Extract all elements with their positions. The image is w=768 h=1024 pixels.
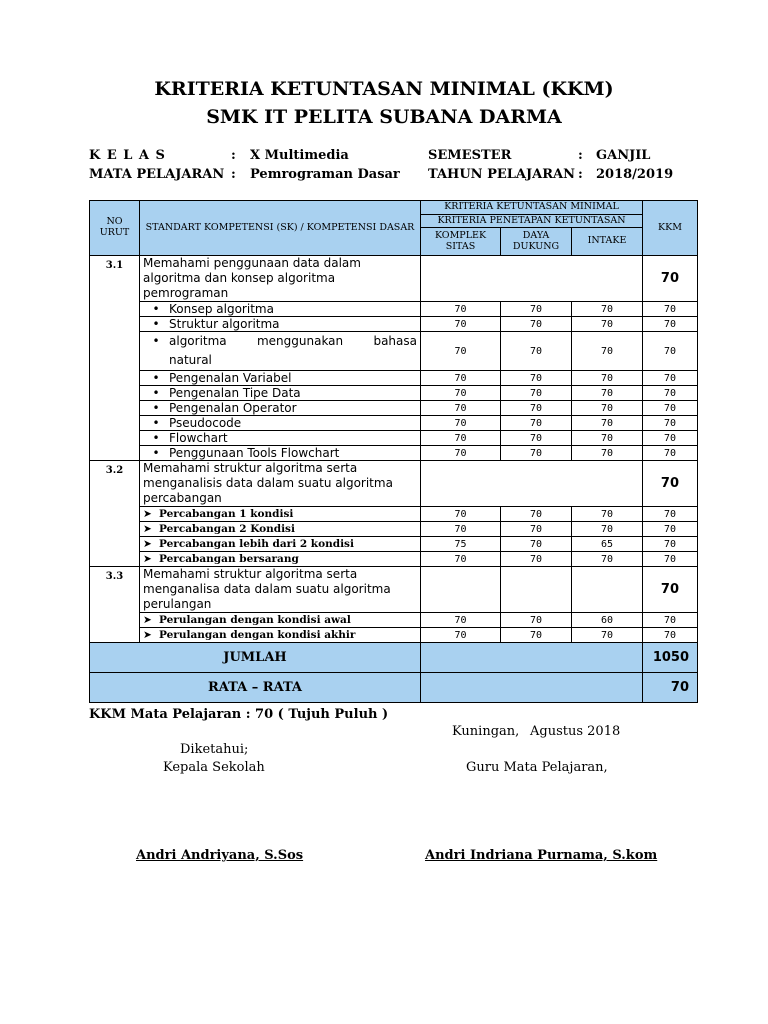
document-title: KRITERIA KETUNTASAN MINIMAL (KKM) xyxy=(154,78,614,100)
place-date: Agustus 2018 xyxy=(530,724,621,739)
kkm-value: 70 xyxy=(643,446,698,461)
kkm-value: 70 xyxy=(643,613,698,628)
kkm-value: 70 xyxy=(643,431,698,446)
daya-dukung-value: 70 xyxy=(501,317,572,332)
header-penetapan: KRITERIA PENETAPAN KETUNTASAN xyxy=(421,215,643,228)
header-daya-dukung: DAYA DUKUNG xyxy=(501,228,572,256)
topic-label: Perulangan dengan kondisi akhir xyxy=(159,629,356,641)
header-sk: STANDART KOMPETENSI (SK) / KOMPETENSI DASAR xyxy=(140,201,421,256)
guru-label: Guru Mata Pelajaran, xyxy=(466,760,608,775)
table-row: • Pengenalan Variabel 70 70 70 70 xyxy=(90,371,698,386)
topic-label: Pengenalan Tipe Data xyxy=(169,386,301,400)
section-row xyxy=(90,567,698,613)
section-title: Memahami struktur algoritma serta menganalisa data dalam suatu algoritma perulangan xyxy=(140,567,421,613)
section-row xyxy=(90,256,698,302)
kkm-value: 70 xyxy=(643,371,698,386)
daya-dukung-value: 70 xyxy=(501,552,572,567)
topic-label: Percabangan 1 kondisi xyxy=(159,508,294,520)
kkm-value: 70 xyxy=(643,317,698,332)
kompleksitas-value: 70 xyxy=(421,317,501,332)
topic-label-part: algoritma xyxy=(169,334,227,348)
jumlah-row xyxy=(90,643,698,673)
tahun-colon: : xyxy=(578,167,583,182)
topic-label-part: bahasa xyxy=(373,334,417,348)
kelas-value: X Multimedia xyxy=(250,148,349,163)
table-row: ➤ Perulangan dengan kondisi awal 70 70 60 70 xyxy=(90,613,698,628)
tahun-value: 2018/2019 xyxy=(596,167,674,182)
intake-value: 70 xyxy=(572,416,643,431)
intake-value: 70 xyxy=(572,332,643,371)
kkm-value: 70 xyxy=(643,552,698,567)
daya-dukung-value: 70 xyxy=(501,332,572,371)
kkm-value: 70 xyxy=(643,522,698,537)
kkm-value: 70 xyxy=(643,332,698,371)
kompleksitas-value: 70 xyxy=(421,552,501,567)
intake-value: 60 xyxy=(572,613,643,628)
topic-label-part: menggunakan xyxy=(256,334,344,348)
topic-label: Percabangan 2 Kondisi xyxy=(159,523,295,535)
rata-label: RATA – RATA xyxy=(90,673,421,703)
table-row: • Struktur algoritma 70 70 70 70 xyxy=(90,317,698,332)
mapel-value: Pemrograman Dasar xyxy=(250,167,400,182)
daya-dukung-value: 70 xyxy=(501,537,572,552)
section-kkm: 70 xyxy=(643,256,698,302)
mapel-label: MATA PELAJARAN xyxy=(89,167,225,182)
topic-label: Pseudocode xyxy=(169,416,242,430)
intake-value: 70 xyxy=(572,552,643,567)
topic-label: Konsep algoritma xyxy=(169,302,274,316)
intake-value: 70 xyxy=(572,386,643,401)
kompleksitas-value: 70 xyxy=(421,613,501,628)
topic-label: Flowchart xyxy=(169,431,228,445)
kompleksitas-value: 70 xyxy=(421,416,501,431)
section-row xyxy=(90,461,698,507)
kompleksitas-value: 70 xyxy=(421,446,501,461)
mapel-colon: : xyxy=(231,167,236,182)
table-row: ➤ Perulangan dengan kondisi akhir 70 70 70 70 xyxy=(90,628,698,643)
kkm-value: 70 xyxy=(643,401,698,416)
kompleksitas-value: 70 xyxy=(421,507,501,522)
kelas-label: K E L A S xyxy=(89,148,166,163)
kkm-value: 70 xyxy=(643,302,698,317)
topic-label: Pengenalan Operator xyxy=(169,401,297,415)
header-kkm: KKM xyxy=(643,201,698,256)
kkm-value: 70 xyxy=(643,537,698,552)
kompleksitas-value: 70 xyxy=(421,431,501,446)
intake-value: 70 xyxy=(572,431,643,446)
topic-label: Struktur algoritma xyxy=(169,317,280,331)
table-row: • Pengenalan Tipe Data 70 70 70 70 xyxy=(90,386,698,401)
daya-dukung-value: 70 xyxy=(501,507,572,522)
topic-label: Percabangan bersarang xyxy=(159,553,299,565)
kkm-table xyxy=(89,200,698,703)
topic-label: Perulangan dengan kondisi awal xyxy=(159,614,351,626)
header-kkm-group: KRITERIA KETUNTASAN MINIMAL xyxy=(421,201,643,215)
semester-value: GANJIL xyxy=(596,148,651,163)
table-row: ➤ Percabangan 1 kondisi 70 70 70 70 xyxy=(90,507,698,522)
kompleksitas-value: 70 xyxy=(421,332,501,371)
intake-value: 70 xyxy=(572,628,643,643)
kompleksitas-value: 70 xyxy=(421,522,501,537)
section-kkm: 70 xyxy=(643,461,698,507)
kompleksitas-value: 75 xyxy=(421,537,501,552)
intake-value: 70 xyxy=(572,446,643,461)
kkm-mapel-note: KKM Mata Pelajaran : 70 ( Tujuh Puluh ) xyxy=(89,707,389,722)
header-no: NO URUT xyxy=(90,201,140,256)
intake-value: 70 xyxy=(572,317,643,332)
tahun-label: TAHUN PELAJARAN xyxy=(428,167,575,182)
intake-value: 70 xyxy=(572,371,643,386)
rata-row xyxy=(90,673,698,703)
daya-dukung-value: 70 xyxy=(501,371,572,386)
kompleksitas-value: 70 xyxy=(421,371,501,386)
kompleksitas-value: 70 xyxy=(421,401,501,416)
kkm-value: 70 xyxy=(643,507,698,522)
topic-label: Penggunaan Tools Flowchart xyxy=(169,446,340,460)
header-intake: INTAKE xyxy=(572,228,643,256)
daya-dukung-value: 70 xyxy=(501,613,572,628)
topic-label: Pengenalan Variabel xyxy=(169,371,292,385)
kkm-value: 70 xyxy=(643,416,698,431)
guru-signature-name: Andri Indriana Purnama, S.kom xyxy=(425,848,658,863)
intake-value: 70 xyxy=(572,401,643,416)
table-row: • Pseudocode 70 70 70 70 xyxy=(90,416,698,431)
kompleksitas-value: 70 xyxy=(421,628,501,643)
intake-value: 70 xyxy=(572,507,643,522)
kepala-signature-name: Andri Andriyana, S.Sos xyxy=(136,848,304,863)
topic-label: Percabangan lebih dari 2 kondisi xyxy=(159,538,354,550)
daya-dukung-value: 70 xyxy=(501,522,572,537)
semester-colon: : xyxy=(578,148,583,163)
daya-dukung-value: 70 xyxy=(501,446,572,461)
kompleksitas-value: 70 xyxy=(421,386,501,401)
section-kkm: 70 xyxy=(643,567,698,613)
school-name: SMK IT PELITA SUBANA DARMA xyxy=(206,106,562,128)
section-number: 3.3 xyxy=(90,567,140,643)
kelas-colon: : xyxy=(231,148,236,163)
jumlah-value: 1050 xyxy=(643,643,698,673)
jumlah-label: JUMLAH xyxy=(90,643,421,673)
daya-dukung-value: 70 xyxy=(501,431,572,446)
table-row: ➤ Percabangan bersarang 70 70 70 70 xyxy=(90,552,698,567)
table-row: • Konsep algoritma 70 70 70 70 xyxy=(90,302,698,317)
daya-dukung-value: 70 xyxy=(501,302,572,317)
table-row: ➤ Percabangan lebih dari 2 kondisi 75 70 65 70 xyxy=(90,537,698,552)
table-row: • Pengenalan Operator 70 70 70 70 xyxy=(90,401,698,416)
rata-value: 70 xyxy=(643,673,698,703)
section-title: Memahami struktur algoritma serta menganalisis data dalam suatu algoritma percabangan xyxy=(140,461,421,507)
kepala-label: Kepala Sekolah xyxy=(163,760,265,775)
header-kompleksitas: KOMPLEK SITAS xyxy=(421,228,501,256)
section-number: 3.1 xyxy=(90,256,140,461)
diketahui-label: Diketahui; xyxy=(180,742,249,757)
table-row: ➤ Percabangan 2 Kondisi 70 70 70 70 xyxy=(90,522,698,537)
intake-value: 70 xyxy=(572,522,643,537)
table-row: • algoritma menggunakan bahasa natural 70 70 70 70 xyxy=(90,332,698,371)
intake-value: 70 xyxy=(572,302,643,317)
semester-label: SEMESTER xyxy=(428,148,512,163)
topic-label-part: natural xyxy=(169,353,212,367)
intake-value: 65 xyxy=(572,537,643,552)
table-row: • Penggunaan Tools Flowchart 70 70 70 70 xyxy=(90,446,698,461)
daya-dukung-value: 70 xyxy=(501,628,572,643)
daya-dukung-value: 70 xyxy=(501,401,572,416)
daya-dukung-value: 70 xyxy=(501,416,572,431)
daya-dukung-value: 70 xyxy=(501,386,572,401)
place-city: Kuningan, xyxy=(452,724,520,739)
section-title: Memahami penggunaan data dalam algoritma dan konsep algoritma pemrograman xyxy=(140,256,421,302)
section-number: 3.2 xyxy=(90,461,140,567)
kkm-value: 70 xyxy=(643,628,698,643)
kkm-value: 70 xyxy=(643,386,698,401)
kompleksitas-value: 70 xyxy=(421,302,501,317)
table-row: • Flowchart 70 70 70 70 xyxy=(90,431,698,446)
